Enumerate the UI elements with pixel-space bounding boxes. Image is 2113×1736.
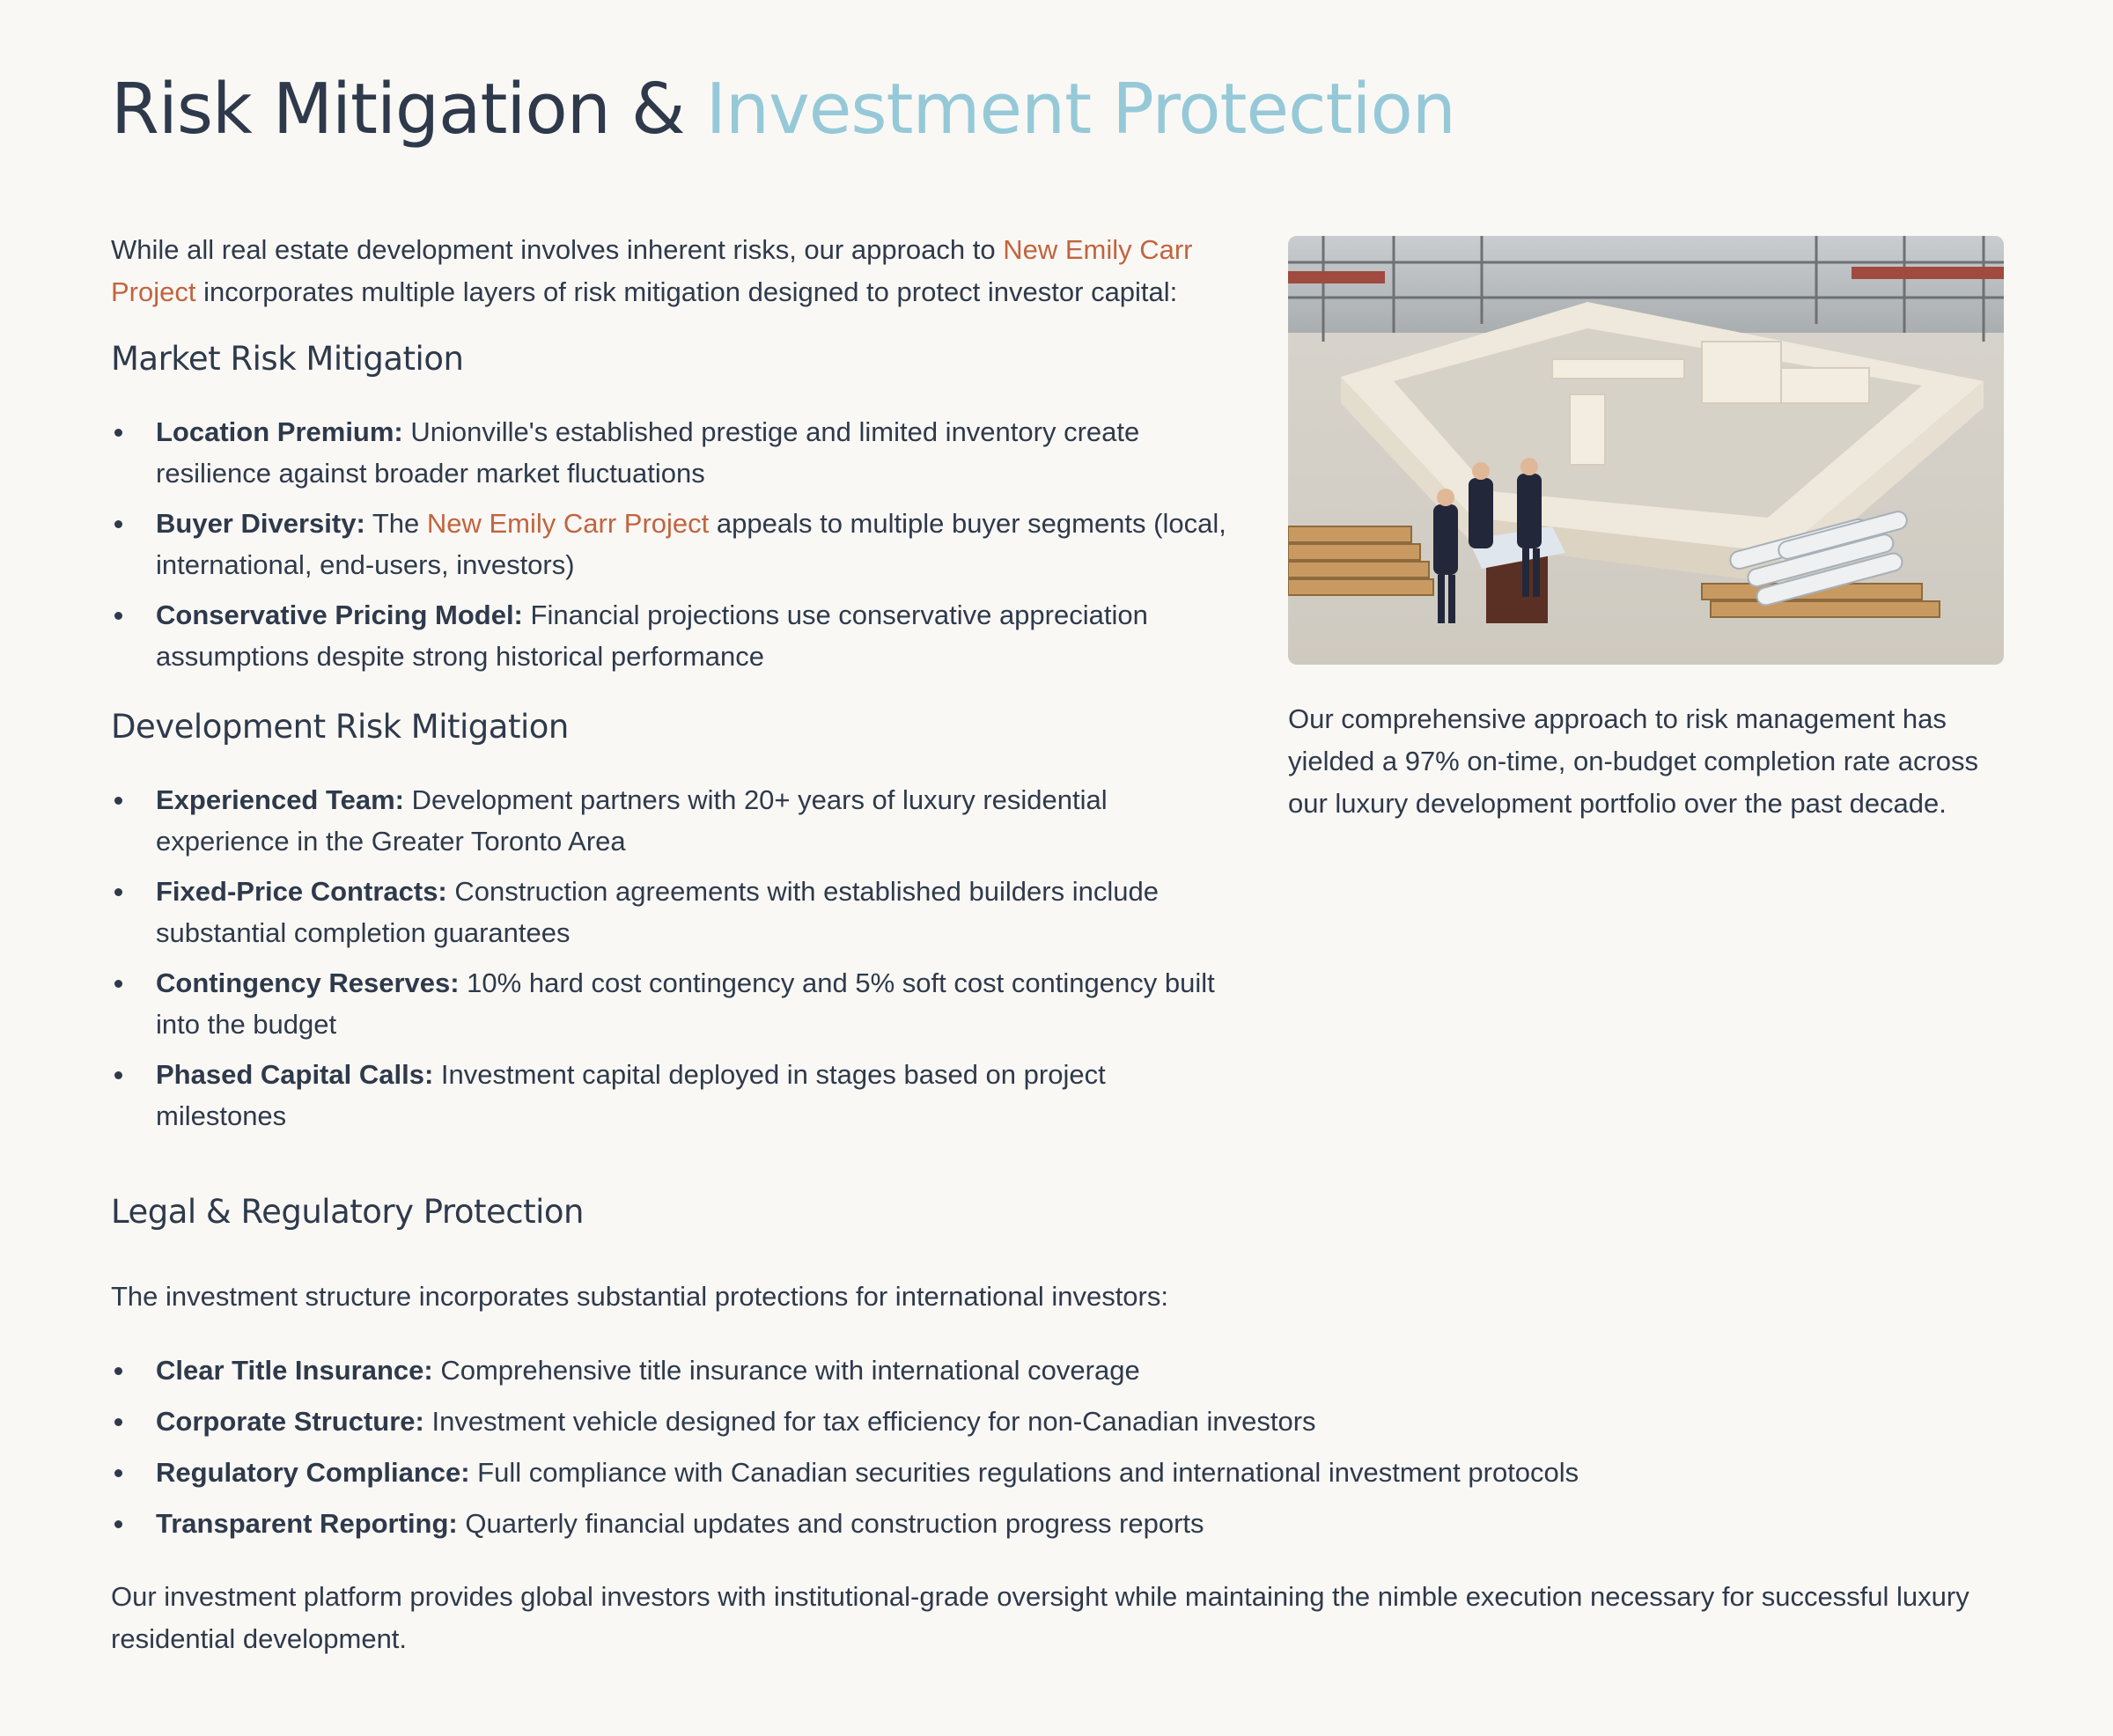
item-text: Investment capital deployed in stages based on project milestones [156, 1059, 1106, 1131]
item-label: Phased Capital Calls: [156, 1059, 434, 1090]
market-risk-heading: Market Risk Mitigation [111, 340, 464, 378]
project-link[interactable]: New Emily Carr Project [426, 508, 710, 539]
list-item [111, 594, 1229, 677]
item-text: Unionville's established prestige and limited inventory create resilience against broader market fluctuations [156, 416, 1140, 489]
legal-intro: The investment structure incorporates substantial protections for international investors: [111, 1281, 1168, 1312]
title-main: Risk Mitigation & [111, 69, 685, 150]
list-item [111, 1054, 1229, 1136]
list-item [111, 1350, 2013, 1391]
closing-paragraph: Our investment platform provides global investors with institutional-grade oversight while maintaining the nimble execution necessary for successful luxury residential development. [111, 1581, 1969, 1654]
item-text: Quarterly financial updates and construction progress reports [457, 1508, 1204, 1539]
item-label: Contingency Reserves: [156, 967, 460, 998]
item-text: Investment vehicle designed for tax efficiency for non-Canadian investors [423, 1406, 1316, 1437]
item-label: Location Premium: [156, 416, 403, 447]
item-label: Regulatory Compliance: [156, 1457, 470, 1488]
item-text: Development partners with 20+ years of luxury residential experience in the Greater Toronto Area [156, 784, 1108, 857]
development-risk-list [111, 779, 1229, 1136]
item-text: appeals to multiple buyer segments (local, international, end-users, investors) [156, 508, 1226, 580]
list-item [111, 1401, 2013, 1442]
list-item [111, 871, 1229, 953]
sidebar-caption: Our comprehensive approach to risk management has yielded a 97% on-time, on-budget completion rate across our luxury development portfolio over the past decade. [1288, 703, 1979, 819]
item-text: Construction agreements with established builders include substantial completion guarantees [156, 876, 1159, 948]
list-item [111, 962, 1229, 1045]
development-risk-heading: Development Risk Mitigation [111, 708, 569, 746]
project-link[interactable]: New Emily Carr Project [111, 234, 1193, 307]
item-text-pre: The [364, 508, 427, 539]
intro-text-after: incorporates multiple layers of risk mitigation designed to protect investor capital: [195, 276, 1178, 307]
item-text: Financial projections use conservative appreciation assumptions despite strong historical performance [156, 600, 1148, 672]
legal-list [111, 1350, 2013, 1544]
market-risk-list [111, 411, 1229, 677]
item-text: 10% hard cost contingency and 5% soft cost contingency built into the budget [156, 967, 1215, 1040]
list-item [111, 503, 1229, 585]
list-item [111, 1503, 2013, 1544]
construction-site-image [1288, 236, 2004, 665]
item-label: Experienced Team: [156, 784, 404, 815]
item-text: Full compliance with Canadian securities regulations and international investment protocols [469, 1457, 1579, 1488]
title-accent: Investment Protection [705, 69, 1455, 150]
item-label: Buyer Diversity: [156, 508, 365, 539]
list-item [111, 411, 1229, 494]
intro-text-before: While all real estate development involves inherent risks, our approach to [111, 234, 1004, 265]
item-text: Comprehensive title insurance with international coverage [432, 1355, 1140, 1386]
page-title [111, 69, 1455, 150]
list-item [111, 779, 1229, 862]
item-label: Transparent Reporting: [156, 1508, 458, 1539]
intro-paragraph [111, 229, 1229, 313]
item-label: Clear Title Insurance: [156, 1355, 433, 1386]
item-label: Conservative Pricing Model: [156, 600, 523, 630]
list-item [111, 1452, 2013, 1493]
item-label: Fixed-Price Contracts: [156, 876, 447, 907]
legal-heading: Legal & Regulatory Protection [111, 1193, 584, 1231]
item-label: Corporate Structure: [156, 1406, 424, 1437]
